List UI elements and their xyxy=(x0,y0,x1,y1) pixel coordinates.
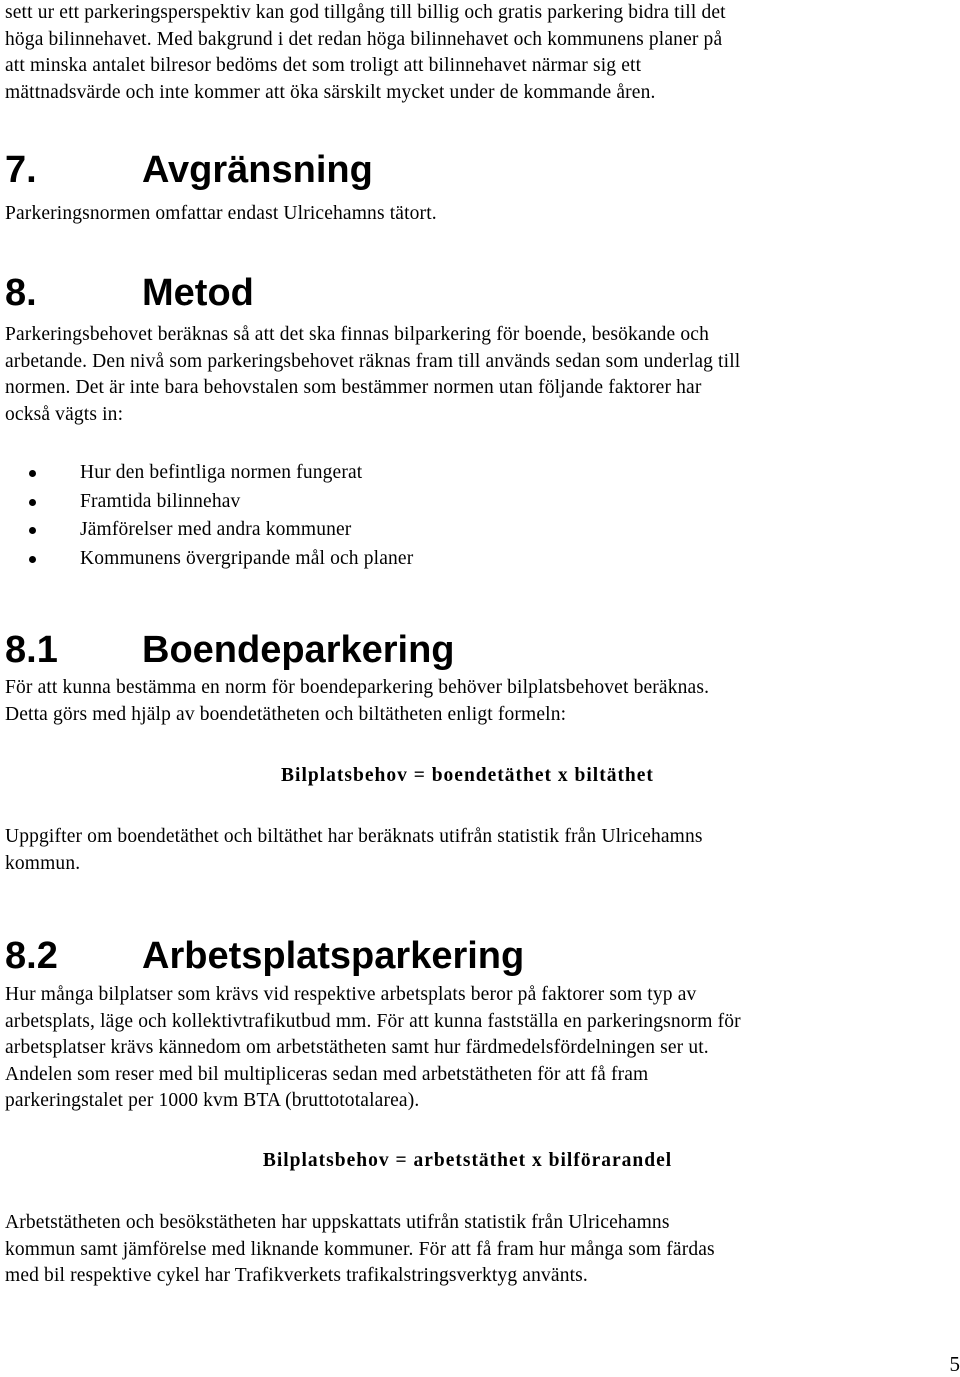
list-item: Jämförelser med andra kommuner xyxy=(5,516,955,545)
intro-paragraph xyxy=(5,0,955,106)
section-8-2-paragraph-after xyxy=(5,1210,955,1290)
section-heading-8-1 xyxy=(5,630,955,670)
section-number: 8.2 xyxy=(5,935,58,977)
section-title: Arbetsplatsparkering xyxy=(142,935,525,977)
section-heading-8 xyxy=(5,273,955,313)
list-item: Hur den befintliga normen fungerat xyxy=(5,459,955,488)
text-line: arbetande. Den nivå som parkeringsbehovet räknas fram till används sedan som underlag till xyxy=(5,350,741,372)
section-heading-8-2 xyxy=(5,936,955,976)
section-heading-7 xyxy=(5,150,955,190)
section-title: Boendeparkering xyxy=(142,629,455,671)
list-item: Kommunens övergripande mål och planer xyxy=(5,545,955,574)
bullet-icon xyxy=(29,470,36,477)
text-line: arbetsplats, läge och kollektivtrafikutbud mm. För att kunna fastställa en parkeringsnorm för xyxy=(5,1010,741,1032)
text-line: Hur många bilplatser som krävs vid respektive arbetsplats beror på faktorer som typ av xyxy=(5,984,697,1005)
list-item: Framtida bilinnehav xyxy=(5,488,955,517)
text-line: normen. Det är inte bara behovstalen som bestämmer normen utan följande faktorer har xyxy=(5,377,702,398)
text-line: sett ur ett parkeringsperspektiv kan god tillgång till billig och gratis parkering bidra till det xyxy=(5,2,726,23)
text-line: Andelen som reser med bil multipliceras sedan med arbetstätheten för att få fram xyxy=(5,1063,649,1085)
section-7-text: Parkeringsnormen omfattar endast Ulricehamns tätort. xyxy=(5,203,437,224)
section-title: Avgränsning xyxy=(142,149,373,191)
section-number: 8. xyxy=(5,272,37,314)
section-8-2-paragraph xyxy=(5,982,955,1115)
text-line: höga bilinnehavet. Med bakgrund i det redan höga bilinnehavet och kommunens planer på xyxy=(5,28,723,50)
text-line: parkeringstalet per 1000 kvm BTA (bruttototalarea). xyxy=(5,1090,420,1111)
text-line: mättnadsvärde och inte kommer att öka särskilt mycket under de kommande åren. xyxy=(5,81,656,103)
text-line: att minska antalet bilresor bedöms det som troligt att bilinnehavet närmar sig ett xyxy=(5,55,642,76)
text-line: Uppgifter om boendetäthet och biltäthet har beräknats utifrån statistik från Ulricehamns xyxy=(5,826,703,847)
bullet-icon xyxy=(29,556,36,563)
section-8-1-paragraph xyxy=(5,675,955,728)
section-8-1-paragraph-after xyxy=(5,824,955,877)
section-8-paragraph xyxy=(5,322,955,428)
factor-list xyxy=(5,459,955,573)
section-number: 7. xyxy=(5,149,37,191)
text-line: kommun. xyxy=(5,852,81,874)
text-line: För att kunna bestämma en norm för boendeparkering behöver bilplatsbehovet beräknas. xyxy=(5,677,710,698)
formula-arbete: Bilplatsbehov = arbetstäthet x bilförarandel xyxy=(262,1150,673,1171)
bullet-icon xyxy=(29,527,36,534)
text-line: Parkeringsbehovet beräknas så att det ska finnas bilparkering för boende, besökande och xyxy=(5,324,709,345)
text-line: Detta görs med hjälp av boendetätheten och biltätheten enligt formeln: xyxy=(5,703,567,725)
text-line: arbetsplatser krävs kännedom om arbetstätheten samt hur färdmedelsfördelningen ser ut. xyxy=(5,1037,709,1058)
text-line: med bil respektive cykel har Trafikverkets trafikalstringsverktyg använts. xyxy=(5,1265,588,1286)
formula-boende: Bilplatsbehov = boendetäthet x biltäthet xyxy=(281,765,654,786)
section-number: 8.1 xyxy=(5,629,58,671)
text-line: Arbetstätheten och besökstätheten har uppskattats utifrån statistik från Ulricehamns xyxy=(5,1212,670,1233)
text-line: också vägts in: xyxy=(5,403,124,425)
section-title: Metod xyxy=(142,272,254,314)
page-number: 5 xyxy=(949,1352,960,1376)
text-line: kommun samt jämförelse med liknande kommuner. För att få fram hur många som färdas xyxy=(5,1238,715,1260)
bullet-icon xyxy=(29,499,36,506)
